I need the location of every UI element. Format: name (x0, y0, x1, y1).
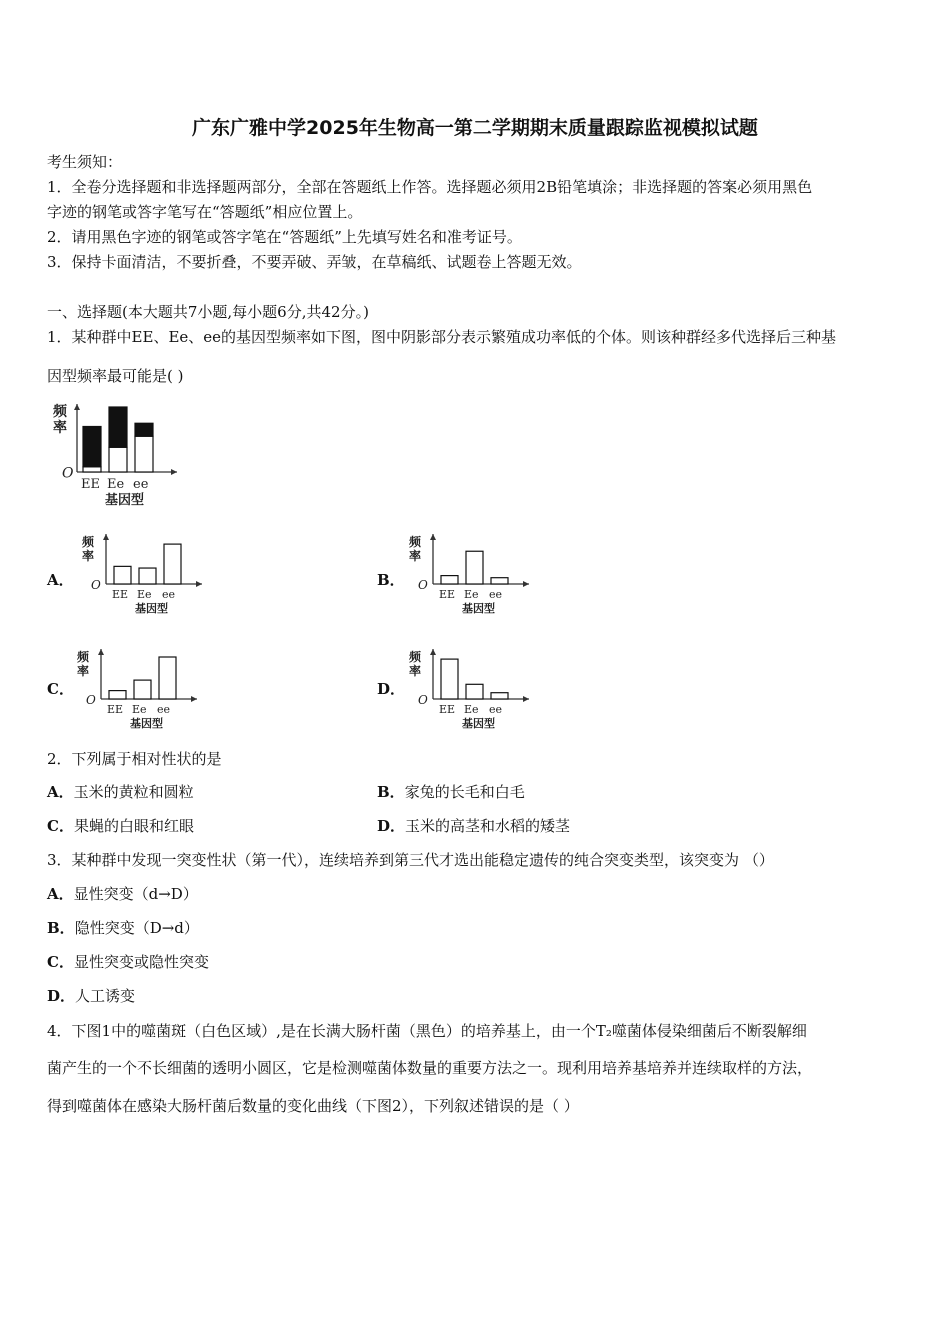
bar (109, 691, 126, 699)
y-axis-label: 频 (82, 535, 95, 549)
origin-label: O (86, 692, 96, 707)
bar (441, 576, 458, 584)
x-tick-label: Ee (464, 588, 479, 601)
y-axis-arrow (103, 534, 109, 540)
bar-low-success (135, 423, 153, 436)
q3-option-a[interactable] (47, 884, 198, 904)
x-tick-label: Ee (464, 703, 479, 716)
q3-stem: 3．某种群中发现一突变性状（第一代），连续培养到第三代才选出能稳定遗传的纯合突变类型，该突变为 （） (47, 851, 774, 869)
x-tick-label: ee (489, 703, 503, 716)
bar-normal (109, 447, 127, 472)
q1-stem-line1: 1．某种群中EE、Ee、ee的基因型频率如下图，图中阴影部分表示繁殖成功率低的个体。则该种群经多代选择后三种基 (47, 328, 837, 346)
x-axis-label: 基因型 (462, 717, 495, 730)
y-axis-arrow (430, 649, 436, 655)
x-tick-label: EE (107, 703, 124, 716)
option-text: 显性突变或隐性突变 (73, 953, 209, 971)
bar (164, 544, 181, 584)
option-text: 果蝇的白眼和红眼 (73, 817, 194, 835)
bar (466, 551, 483, 584)
bar (114, 566, 131, 584)
option-label: D． (47, 987, 76, 1005)
x-tick-label: ee (489, 588, 503, 601)
option-label: B． (47, 919, 75, 937)
q2-option-a[interactable] (47, 782, 194, 802)
notice-item: 2．请用黑色字迹的钢笔或答字笔在“答题纸”上先填写姓名和准考证号。 (47, 228, 522, 246)
y-axis-label: 率 (82, 549, 95, 563)
q1-option-c-chart (73, 643, 203, 735)
y-axis-arrow (74, 404, 80, 410)
option-label: A． (47, 885, 74, 903)
q1-option-c-label[interactable]: C． (47, 680, 74, 698)
q4-stem-line2: 菌产生的一个不长细菌的透明小圆区，它是检测噬菌体数量的重要方法之一。现利用培养基培养并连续取样的方法， (47, 1059, 813, 1077)
page-title: 广东广雅中学2025年生物高一第二学期期末质量跟踪监视模拟试题 (192, 117, 758, 139)
option-text: 玉米的黄粒和圆粒 (73, 783, 194, 801)
option-text: 显性突变（d→D） (73, 885, 198, 903)
q2-stem: 2．下列属于相对性状的是 (47, 750, 222, 768)
x-tick-label: ee (162, 588, 176, 601)
q2-option-d[interactable] (377, 816, 570, 836)
y-axis-label: 频 (77, 650, 90, 664)
q4-stem-line3: 得到噬菌体在感染大肠杆菌后数量的变化曲线（下图2），下列叙述错误的是（ ） (47, 1097, 579, 1115)
bar-normal (135, 436, 153, 472)
q1-option-d-chart (405, 643, 535, 735)
option-label: D． (377, 817, 406, 835)
x-tick-label: EE (439, 588, 456, 601)
q3-option-b[interactable] (47, 918, 199, 938)
bar (466, 684, 483, 699)
x-tick-label: ee (133, 477, 149, 492)
option-label: C． (47, 817, 74, 835)
option-text: 玉米的高茎和水稻的矮茎 (405, 817, 571, 835)
notice-item: 字迹的钢笔或答字笔写在“答题纸”相应位置上。 (47, 203, 363, 221)
bar (491, 693, 508, 699)
bar (159, 657, 176, 699)
option-text: 家兔的长毛和白毛 (404, 783, 525, 801)
bar-low-success (109, 407, 127, 447)
x-tick-label: EE (112, 588, 129, 601)
q1-option-d-label[interactable]: D． (377, 680, 406, 698)
y-axis-label: 率 (53, 420, 67, 436)
notice-heading: 考生须知： (47, 153, 123, 171)
x-tick-label: Ee (137, 588, 152, 601)
option-label: A． (47, 783, 74, 801)
x-tick-label: EE (439, 703, 456, 716)
x-axis-label: 基因型 (130, 717, 163, 730)
q4-stem-line1: 4．下图1中的噬菌斑（白色区域）,是在长满大肠杆菌（黑色）的培养基上，由一个T₂噬菌体侵染细菌后不断裂解细 (47, 1022, 807, 1040)
option-label: B． (377, 783, 405, 801)
y-axis-label: 频 (409, 650, 422, 664)
bar (139, 568, 156, 584)
x-axis-arrow (196, 581, 202, 587)
q3-option-d[interactable] (47, 986, 135, 1006)
q1-stem-chart (45, 400, 195, 515)
x-tick-label: Ee (132, 703, 147, 716)
y-axis-arrow (430, 534, 436, 540)
bar-normal (83, 467, 101, 472)
option-text: 人工诱变 (75, 987, 136, 1005)
y-axis-arrow (98, 649, 104, 655)
origin-label: O (418, 577, 428, 592)
x-axis-label: 基因型 (105, 493, 145, 508)
q3-option-c[interactable] (47, 952, 209, 972)
x-axis-arrow (523, 696, 529, 702)
y-axis-label: 率 (409, 549, 422, 563)
y-axis-label: 频 (53, 404, 67, 420)
x-tick-label: Ee (107, 477, 125, 492)
origin-label: O (62, 465, 74, 482)
x-axis-arrow (523, 581, 529, 587)
bar-low-success (83, 427, 101, 467)
q1-option-a-label[interactable]: A． (47, 571, 74, 589)
q2-option-c[interactable] (47, 816, 194, 836)
option-text: 隐性突变（D→d） (74, 919, 199, 937)
notice-item: 3．保持卡面清洁，不要折叠，不要弄破、弄皱，在草稿纸、试题卷上答题无效。 (47, 253, 582, 271)
origin-label: O (418, 692, 428, 707)
y-axis-label: 率 (409, 664, 422, 678)
option-label: C． (47, 953, 74, 971)
x-axis-label: 基因型 (135, 602, 168, 615)
q1-option-b-label[interactable]: B． (377, 571, 405, 589)
x-axis-arrow (191, 696, 197, 702)
bar (441, 659, 458, 699)
q2-option-b[interactable] (377, 782, 525, 802)
y-axis-label: 频 (409, 535, 422, 549)
bar (491, 578, 508, 584)
origin-label: O (91, 577, 101, 592)
x-axis-arrow (171, 469, 177, 475)
x-axis-label: 基因型 (462, 602, 495, 615)
q1-stem-line2: 因型频率最可能是( ) (47, 367, 184, 385)
notice-item: 1．全卷分选择题和非选择题两部分，全部在答题纸上作答。选择题必须用2B铅笔填涂；非选择题的答案必须用黑色 (47, 178, 813, 196)
x-tick-label: EE (81, 477, 100, 492)
x-tick-label: ee (157, 703, 171, 716)
q1-option-b-chart (405, 528, 535, 620)
q1-option-a-chart (78, 528, 208, 620)
section-heading: 一、选择题(本大题共7小题,每小题6分,共42分。) (47, 303, 369, 321)
bar (134, 680, 151, 699)
y-axis-label: 率 (77, 664, 90, 678)
